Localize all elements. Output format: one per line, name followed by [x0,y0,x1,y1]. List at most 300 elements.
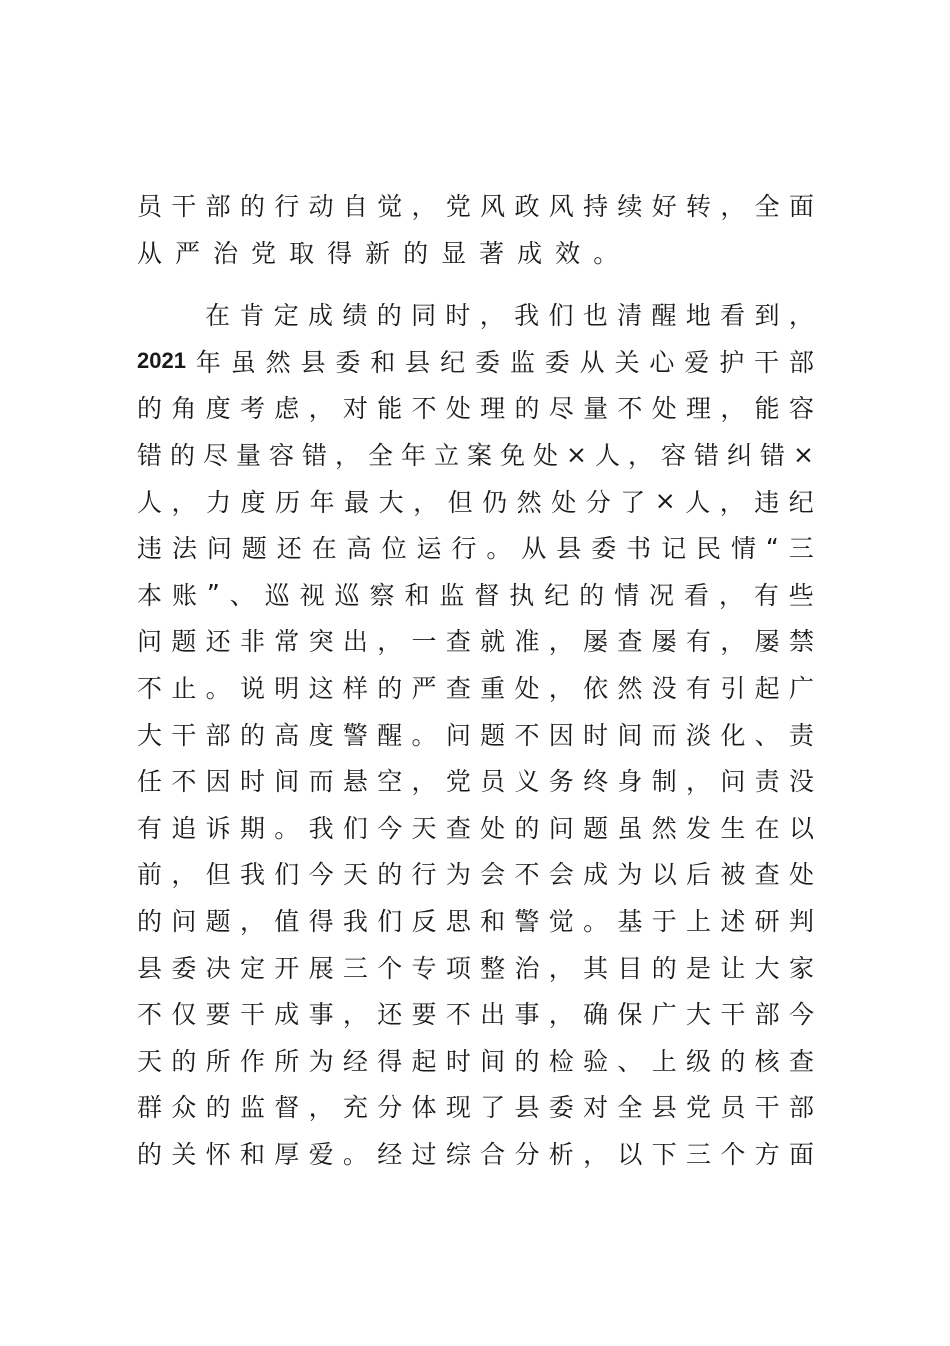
glyph: 整 [480,953,506,983]
glyph: 责 [788,720,814,750]
glyph: 续 [617,192,643,222]
glyph: 况 [649,580,675,610]
glyph: 的 [239,720,265,750]
text-line [137,943,814,990]
glyph: 以 [617,1139,643,1169]
glyph: ， [583,1139,609,1169]
glyph: 分 [377,1093,403,1123]
glyph: 县 [556,534,582,564]
glyph: 不 [617,394,643,424]
glyph: 纪 [788,487,814,517]
glyph: 。 [342,1139,368,1169]
glyph: 错 [693,441,719,471]
glyph: 以 [788,813,814,843]
glyph: 心 [649,347,675,377]
glyph: 度 [308,720,334,750]
glyph: 间 [274,767,300,797]
glyph: 虑 [274,394,300,424]
glyph: 然 [265,347,291,377]
glyph: 关 [171,1139,197,1169]
glyph: 大 [686,1000,712,1030]
glyph: 定 [239,953,265,983]
glyph: 的 [377,860,403,890]
glyph: 作 [239,1046,265,1076]
text-line [137,229,814,276]
glyph: 怀 [205,1139,231,1169]
glyph: 错 [137,441,163,471]
glyph: 值 [274,907,300,937]
glyph: 清 [617,301,643,331]
glyph: 治 [213,238,239,268]
glyph: 立 [434,441,460,471]
glyph: 出 [480,1000,506,1030]
glyph: × [654,486,676,516]
glyph: 会 [480,860,506,890]
glyph: 止 [171,674,197,704]
glyph: 的 [514,813,540,843]
glyph: ， [171,487,197,517]
glyph: 干 [754,347,780,377]
glyph: 的 [170,441,196,471]
glyph: 要 [205,1000,231,1030]
glyph: 屡 [583,627,609,657]
glyph: 能 [377,394,403,424]
glyph: 但 [447,487,473,517]
glyph: 没 [788,767,814,797]
glyph: ， [719,487,745,517]
glyph: 运 [416,534,442,564]
glyph: ， [479,301,505,331]
glyph: 事 [514,1000,540,1030]
glyph: 验 [583,1046,609,1076]
glyph: 处 [445,394,471,424]
glyph: 政 [514,192,540,222]
glyph: 处 [480,813,506,843]
glyph: 常 [274,627,300,657]
glyph: 违 [137,534,163,564]
glyph: 得 [377,1046,403,1076]
glyph: 保 [617,1000,643,1030]
glyph: 记 [661,534,687,564]
glyph: 禁 [788,627,814,657]
glyph: ， [720,627,746,657]
text-line [137,1083,814,1130]
glyph: 方 [754,1139,780,1169]
glyph: 大 [378,487,404,517]
glyph: 到 [754,301,780,331]
glyph: 天 [411,813,437,843]
glyph: 被 [720,860,746,890]
glyph: 干 [754,1093,780,1123]
glyph: 让 [720,953,746,983]
glyph: 纠 [726,441,752,471]
glyph: 查 [754,860,780,890]
glyph: 制 [651,767,677,797]
glyph: 县 [514,1093,540,1123]
glyph: 干 [239,1000,265,1030]
glyph: 容 [788,394,814,424]
glyph: ， [239,907,265,937]
glyph: 思 [445,907,471,937]
glyph: 错 [302,441,328,471]
glyph: ， [548,674,574,704]
glyph: 而 [651,720,677,750]
glyph: 党 [445,192,471,222]
glyph: 有 [137,813,163,843]
glyph: 大 [137,720,163,750]
glyph: 非 [239,627,265,657]
glyph: 不 [514,860,540,890]
glyph: 县 [405,347,431,377]
glyph: 三 [342,953,368,983]
glyph: 展 [308,953,334,983]
glyph: 全 [617,1093,643,1123]
glyph: 年 [195,347,221,377]
glyph: 确 [583,1000,609,1030]
glyph: 所 [274,1046,300,1076]
glyph: 督 [474,580,500,610]
glyph: 以 [651,860,677,890]
glyph: ， [308,394,334,424]
glyph: 开 [274,953,300,983]
glyph: 人 [594,441,620,471]
glyph: 全 [754,192,780,222]
glyph: 一 [411,627,437,657]
glyph: 员 [137,192,163,222]
glyph: 成 [517,238,543,268]
glyph: 好 [651,192,677,222]
glyph: 还 [377,1000,403,1030]
glyph: 会 [548,860,574,890]
glyph: 监 [439,580,465,610]
glyph: 干 [720,1000,746,1030]
glyph: 成 [308,301,334,331]
glyph: 处 [514,674,540,704]
glyph: 位 [381,534,407,564]
glyph: 是 [686,953,712,983]
glyph: 、 [229,580,255,610]
glyph: 的 [171,1046,197,1076]
glyph: 的 [239,192,265,222]
glyph: 群 [137,1093,163,1123]
glyph: 出 [342,627,368,657]
glyph: 取 [289,238,315,268]
glyph: 的 [514,1046,540,1076]
glyph: 转 [686,192,712,222]
glyph: 的 [514,394,540,424]
glyph: 前 [137,860,163,890]
glyph: 我 [308,813,334,843]
glyph: 情 [614,580,640,610]
glyph: 家 [788,953,814,983]
glyph: 本 [137,580,163,610]
glyph: 定 [273,301,299,331]
glyph: 党 [445,767,471,797]
glyph: 面 [788,1139,814,1169]
glyph: 处 [551,487,577,517]
glyph: 起 [754,674,780,704]
glyph: 题 [241,534,267,564]
glyph: 查 [445,813,471,843]
glyph: 账 [171,580,197,610]
glyph: 高 [274,720,300,750]
glyph: 。 [486,534,512,564]
glyph: ， [720,394,746,424]
glyph: 高 [346,534,372,564]
glyph: 综 [445,1139,471,1169]
glyph: 显 [441,238,467,268]
glyph: 绩 [342,301,368,331]
glyph: 有 [686,674,712,704]
glyph: 而 [308,767,334,797]
glyph: 违 [754,487,780,517]
glyph: 度 [240,487,266,517]
glyph: 明 [274,674,300,704]
glyph: 的 [377,674,403,704]
glyph: 从 [579,347,605,377]
glyph: 样 [342,674,368,704]
glyph: 觉 [548,907,574,937]
glyph: 问 [171,907,197,937]
glyph: 厚 [274,1139,300,1169]
glyph: 广 [788,674,814,704]
glyph: 得 [327,238,353,268]
glyph: 的 [137,1139,163,1169]
text-line [137,182,814,229]
glyph: 错 [759,441,785,471]
glyph: 其 [583,953,609,983]
glyph: 在 [754,813,780,843]
glyph: 县 [300,347,326,377]
glyph: 追 [171,813,197,843]
glyph: 量 [236,441,262,471]
glyph: 身 [617,767,643,797]
glyph: 所 [205,1046,231,1076]
glyph: 处 [533,441,559,471]
glyph: 部 [205,720,231,750]
glyph: 案 [467,441,493,471]
glyph: 有 [753,580,779,610]
glyph: 人 [137,487,163,517]
text-line [137,291,814,338]
glyph: 巡 [334,580,360,610]
glyph: 题 [480,720,506,750]
glyph: 还 [205,627,231,657]
glyph: 依 [583,674,609,704]
glyph: 起 [411,1046,437,1076]
glyph: 然 [516,487,542,517]
glyph: 看 [683,580,709,610]
glyph: 基 [617,907,643,937]
glyph: ， [411,192,437,222]
glyph: 人 [685,487,711,517]
glyph: 核 [754,1046,780,1076]
glyph: 护 [719,347,745,377]
glyph: 动 [308,192,334,222]
glyph: 突 [308,627,334,657]
glyph: 屡 [754,627,780,657]
glyph: 们 [342,813,368,843]
glyph: 题 [205,907,231,937]
glyph: 虽 [230,347,256,377]
glyph: 的 [403,238,429,268]
glyph: 、 [754,720,780,750]
glyph: 判 [788,907,814,937]
glyph: 从 [521,534,547,564]
glyph: 、 [617,1046,643,1076]
glyph: 能 [754,394,780,424]
glyph: 项 [445,953,471,983]
glyph: 问 [137,627,163,657]
glyph: 下 [651,1139,677,1169]
text-line [137,431,814,478]
glyph: 淡 [686,720,712,750]
text-line [137,1130,814,1177]
glyph: 得 [308,907,334,937]
glyph: 就 [480,627,506,657]
glyph: 在 [205,301,231,331]
glyph: ” [206,579,220,609]
glyph: 和 [404,580,430,610]
glyph: 们 [274,860,300,890]
text-line [137,338,814,385]
glyph: 的 [205,1093,231,1123]
glyph: 尽 [203,441,229,471]
glyph: 巡 [264,580,290,610]
glyph: 任 [137,767,163,797]
glyph: 考 [239,394,265,424]
glyph: 监 [239,1093,265,1123]
glyph: 理 [686,394,712,424]
glyph: ， [686,767,712,797]
glyph: 不 [137,1000,163,1030]
glyph: ， [411,767,437,797]
glyph: 新 [365,238,391,268]
glyph: 决 [205,953,231,983]
glyph: 干 [171,720,197,750]
glyph: 但 [205,860,231,890]
glyph: 爱 [684,347,710,377]
text-line [137,757,814,804]
glyph: 查 [445,627,471,657]
glyph: 后 [686,860,712,890]
text-line [137,571,814,618]
glyph: 年 [401,441,427,471]
glyph: 我 [342,907,368,937]
glyph: 间 [617,720,643,750]
glyph: ， [720,192,746,222]
glyph: 分 [514,1139,540,1169]
glyph: 查 [445,674,471,704]
glyph: 历 [275,487,301,517]
glyph: 级 [686,1046,712,1076]
glyph: 因 [205,767,231,797]
glyph: 今 [788,1000,814,1030]
glyph: 不 [445,1000,471,1030]
glyph: 的 [376,301,402,331]
glyph: 事 [308,1000,334,1030]
glyph: 众 [171,1093,197,1123]
glyph: 没 [651,674,677,704]
glyph: 重 [480,674,506,704]
glyph: × [566,439,587,469]
glyph: 情 [730,534,756,564]
glyph: 间 [480,1046,506,1076]
glyph: 了 [620,487,646,517]
glyph: 为 [445,860,471,890]
glyph: 的 [651,953,677,983]
glyph: 题 [171,627,197,657]
glyph: 员 [720,1093,746,1123]
glyph: 悬 [342,767,368,797]
glyph: 。 [411,720,437,750]
glyph: ， [308,1093,334,1123]
glyph: 的 [137,907,163,937]
glyph: 党 [251,238,277,268]
glyph: 三 [686,1139,712,1169]
glyph: 了 [480,1093,506,1123]
glyph: 觉 [377,192,403,222]
text-line [137,804,814,851]
glyph: 上 [686,907,712,937]
glyph: 仅 [171,1000,197,1030]
text-line [137,617,814,664]
glyph: 天 [137,1046,163,1076]
glyph: 民 [696,534,722,564]
glyph: 察 [369,580,395,610]
glyph: 引 [720,674,746,704]
glyph: ， [548,953,574,983]
glyph: 不 [137,674,163,704]
paragraph-1 [137,182,814,275]
glyph: 为 [308,1046,334,1076]
glyph: 警 [514,907,540,937]
text-line [137,990,814,1037]
glyph: 监 [509,347,535,377]
glyph: 分 [585,487,611,517]
glyph: 时 [445,1046,471,1076]
glyph: 效 [555,238,581,268]
glyph: 个 [377,953,403,983]
glyph: ， [377,627,403,657]
glyph: 终 [583,767,609,797]
glyph: 角 [171,394,197,424]
glyph: 目 [617,953,643,983]
glyph: 风 [480,192,506,222]
glyph: 不 [171,767,197,797]
glyph: 行 [411,860,437,890]
glyph: 今 [377,813,403,843]
glyph: 纪 [544,580,570,610]
glyph: 执 [509,580,535,610]
glyph: 委 [171,953,197,983]
glyph: ， [342,1000,368,1030]
glyph: 天 [342,860,368,890]
glyph: 委 [548,1093,574,1123]
glyph: 风 [548,192,574,222]
glyph: 为 [617,860,643,890]
glyph: 从 [137,238,163,268]
glyph: 问 [548,813,574,843]
glyph: 行 [451,534,477,564]
glyph: 全 [368,441,394,471]
glyph: 查 [617,627,643,657]
glyph: 务 [548,767,574,797]
glyph: 仍 [482,487,508,517]
glyph: 尽 [548,394,574,424]
glyph: 最 [344,487,370,517]
glyph: 年 [309,487,335,517]
